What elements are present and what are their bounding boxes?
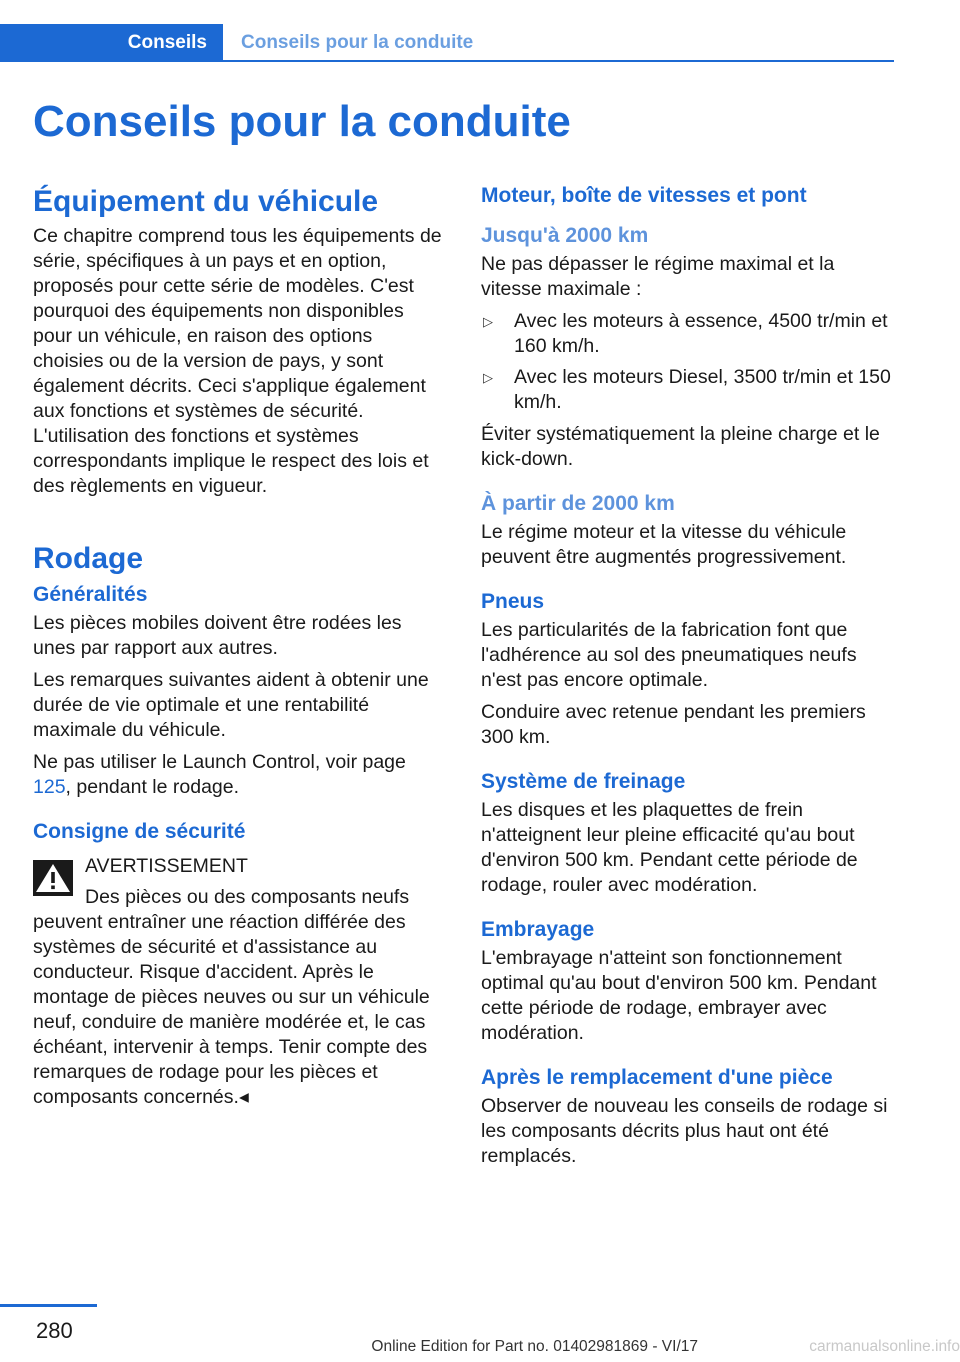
heading-moteur: Moteur, boîte de vitesses et pont [481,184,807,207]
p3-text-after: , pendant le rodage. [65,776,240,798]
heading-remplacement: Après le remplacement d'une pièce [481,1066,833,1089]
section-breadcrumb[interactable]: Conseils pour la conduite [241,32,474,53]
footer-rule [0,1304,97,1307]
triangle-right-icon: ▷ [483,314,493,329]
remplacement-text: Observer de nouveau les conseils de rodage si les composants décrits plus haut ont été remplacés. [481,1095,888,1167]
heading-equipement: Équipement du véhicule [33,185,379,218]
page-number: 280 [36,1318,73,1343]
watermark: carmanualsonline.info [809,1338,960,1355]
pneus-p2: Conduire avec retenue pendant les premiers 300 km. [481,701,866,748]
header-rule [223,60,894,62]
generalites-p1: Les pièces mobiles doivent être rodées les unes par rapport aux autres. [33,612,402,659]
edition-text: Online Edition for Part no. 01402981869 - VI/17 [371,1338,698,1355]
warning-block [33,854,448,902]
heading-apartir-2000: À partir de 2000 km [481,492,675,515]
right-column [481,182,896,1176]
bullet-text: Avec les moteurs Diesel, 3500 tr/min et 150 km/h. [514,366,891,413]
triangle-right-icon: ▷ [483,370,493,385]
page-title: Conseils pour la conduite [33,97,571,146]
list-item [481,365,896,415]
heading-generalites: Généralités [33,583,148,606]
p3-text-before: Ne pas utiliser le Launch Control, voir page [33,751,406,773]
generalites-p2: Les remarques suivantes aident à obtenir une durée de vie optimale et une rentabilité maximale du véhicule. [33,669,429,741]
heading-jusqua-2000: Jusqu'à 2000 km [481,224,649,247]
left-column [33,182,448,1117]
warning-text: Des pièces ou des composants neufs peuvent entraîner une réaction différée des systèmes de sécurité et d'assistance au conducteur. Risque d'accident. Après le montage de pièces neuves ou sur un véhicule neuf, conduire de manière modérée et, le cas échéant, intervenir à temps. Tenir compte des remarques de rodage pour les pièces et composants concernés.◂ [33,886,430,1108]
eviter-text: Éviter systématiquement la pleine charge et le kick-down. [481,423,880,470]
warning-triangle-icon [33,860,73,896]
list-item [481,309,896,359]
chapter-tab[interactable]: Conseils [0,24,223,62]
warning-title: AVERTISSEMENT [85,855,248,877]
freinage-text: Les disques et les plaquettes de frein n'atteignent leur pleine efficacité qu'au bout d'environ 500 km. Pendant cette période de rodage, rouler avec modération. [481,799,858,896]
heading-consigne-securite: Consigne de sécurité [33,820,246,843]
bullet-text: Avec les moteurs à essence, 4500 tr/min et 160 km/h. [514,310,888,357]
apartir-text: Le régime moteur et la vitesse du véhicule peuvent être augmentés progressivement. [481,521,847,568]
pneus-p1: Les particularités de la fabrication font que l'adhérence au sol des pneumatiques neufs n'est pas encore optimale. [481,619,857,691]
bullet-list [481,309,896,415]
jusqua-text: Ne pas dépasser le régime maximal et la vitesse maximale : [481,253,835,300]
heading-pneus: Pneus [481,590,545,613]
heading-freinage: Système de freinage [481,770,686,793]
page-link-125[interactable]: 125 [33,776,66,798]
embrayage-text: L'embrayage n'atteint son fonctionnement optimal qu'au bout d'environ 500 km. Pendant cette période de rodage, embrayer avec modération. [481,947,877,1044]
heading-rodage: Rodage [33,542,144,575]
equipement-text: Ce chapitre comprend tous les équipements de série, spécifiques à un pays et en option, proposés pour cette série de modèles. C'est pourquoi des équipements non disponibles pour un véhicule, en raison des options choisies ou de la version de pays, y sont également décrits. Ceci s'applique également aux fonctions et systèmes de sécurité. L'utilisation des fonctions et systèmes correspondants implique le respect des lois et des règlements en vigueur. [33,225,442,497]
page-header [0,24,894,62]
generalites-p3 [33,750,448,800]
heading-embrayage: Embrayage [481,918,595,941]
